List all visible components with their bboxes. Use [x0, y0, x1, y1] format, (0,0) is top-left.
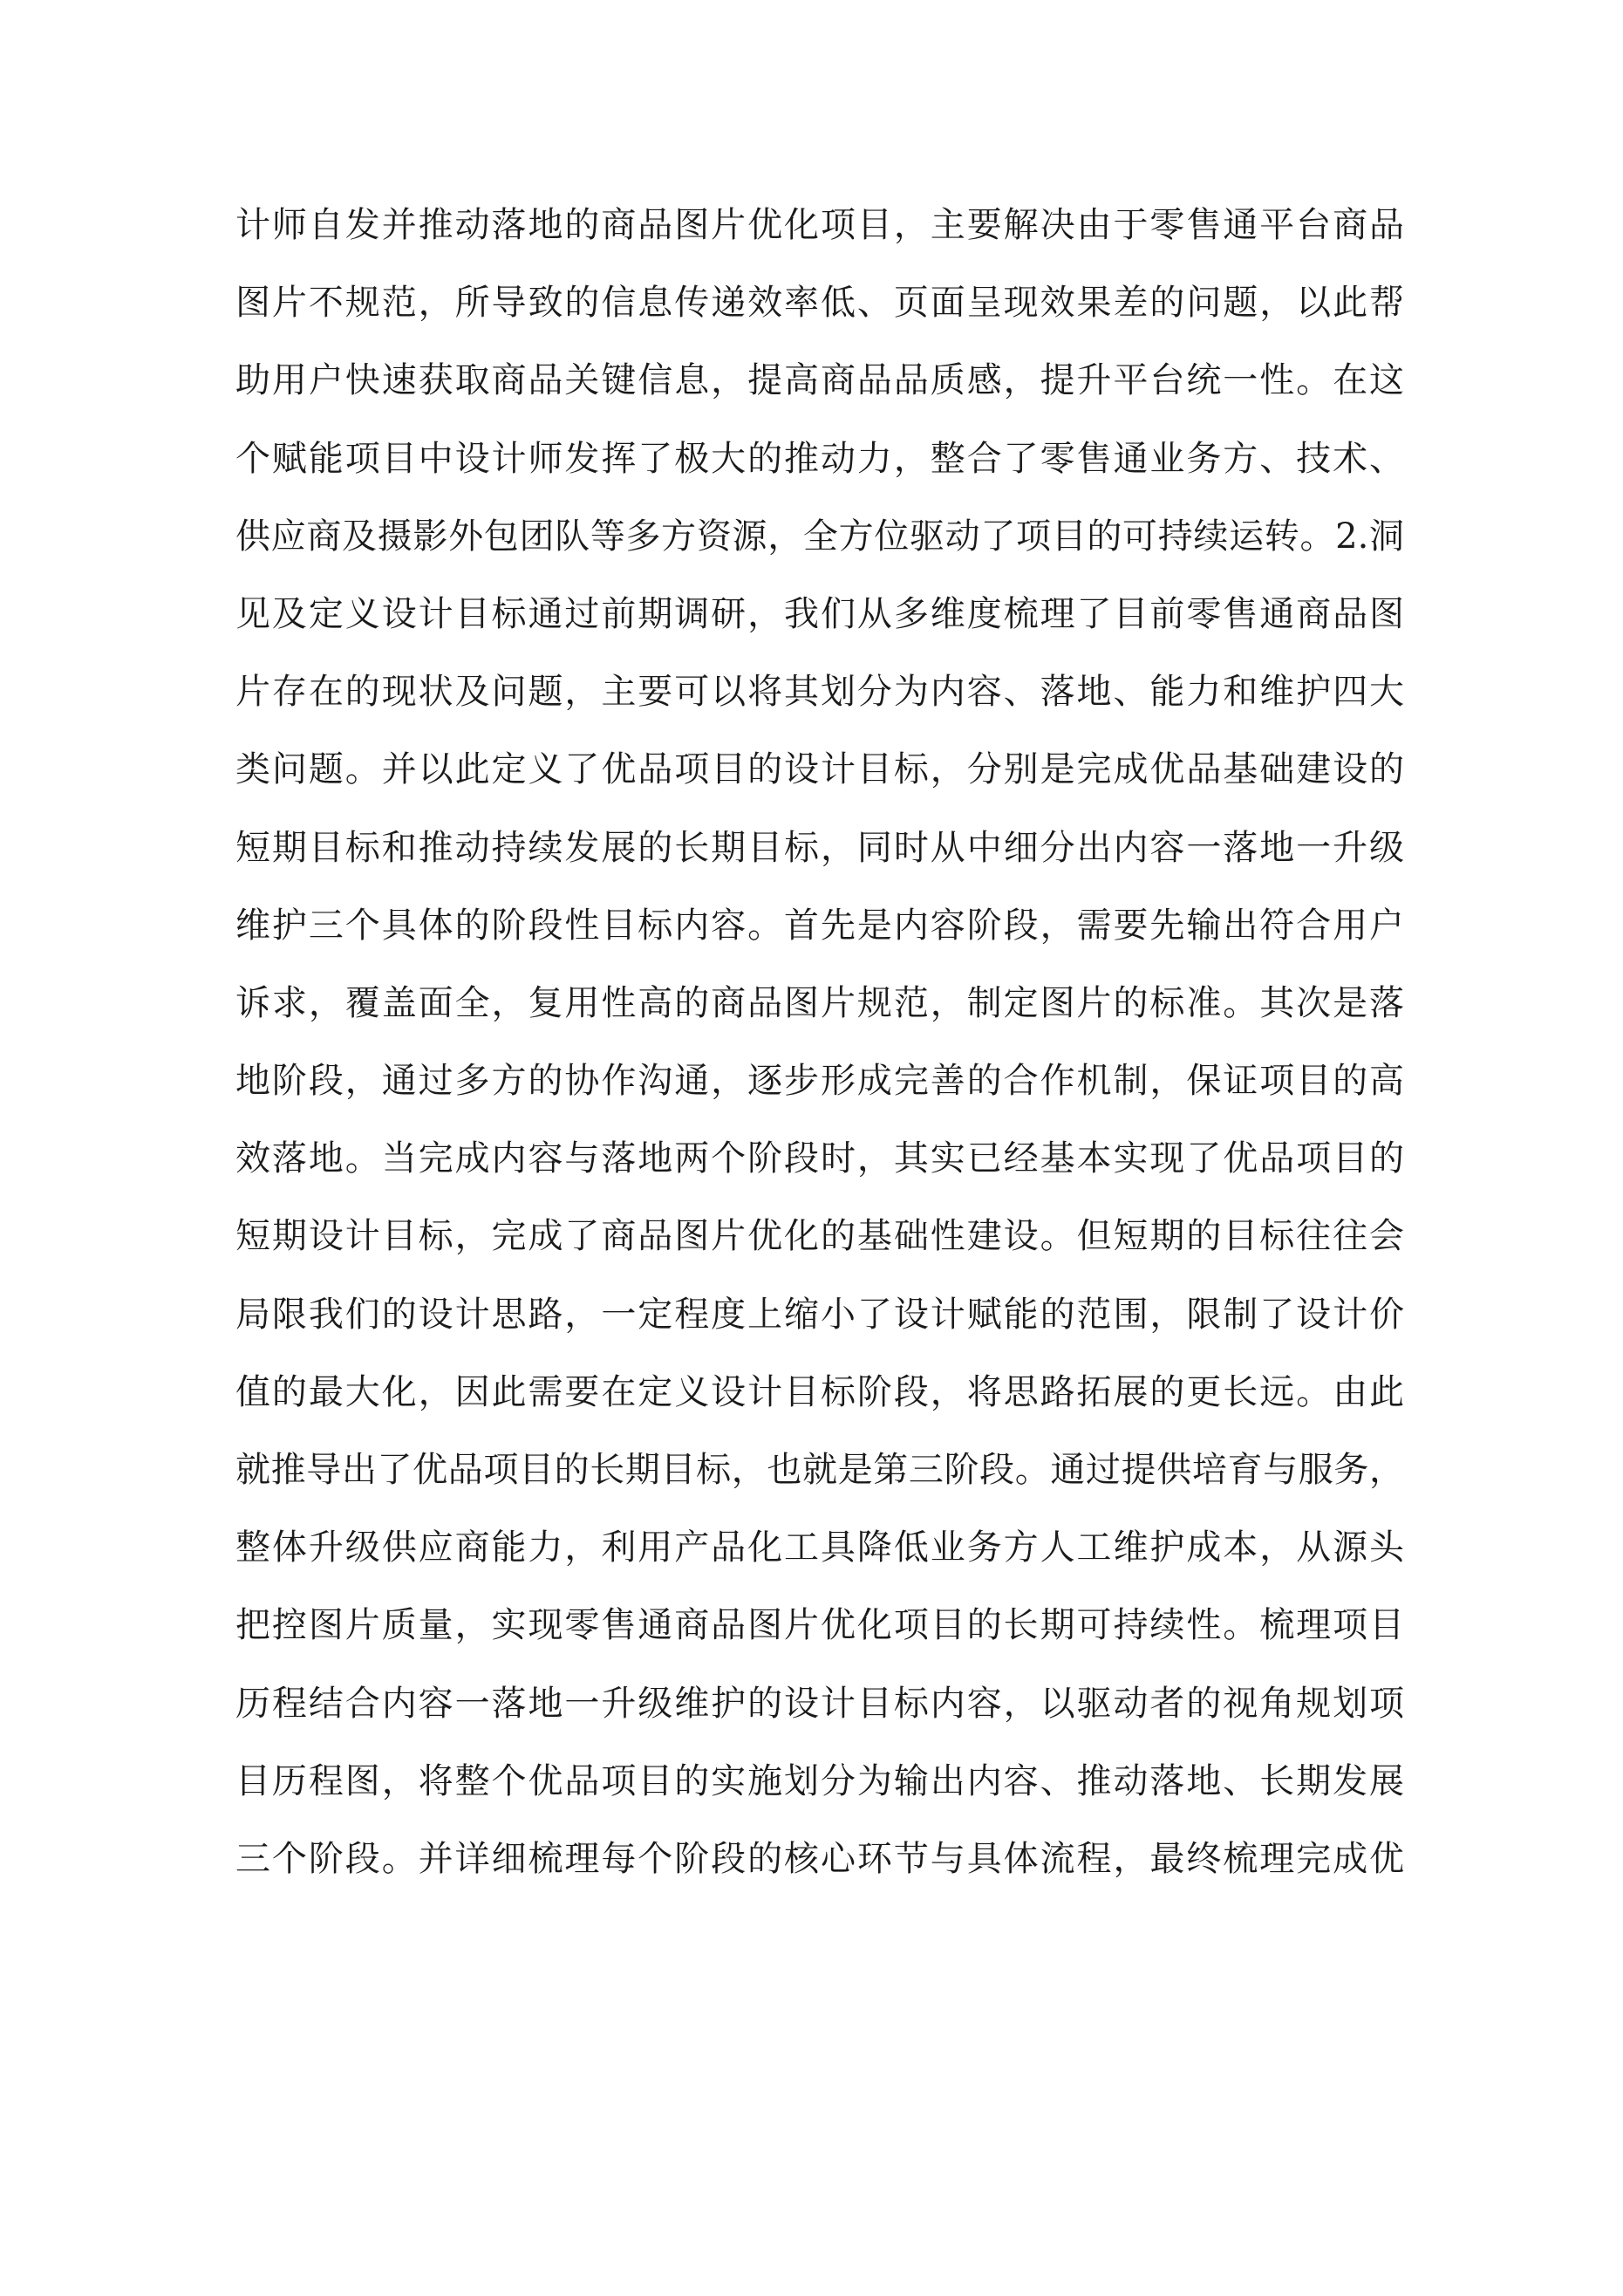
- text-line: 短期设计目标，完成了商品图片优化的基础性建设。但短期的目标往往会: [235, 1216, 1404, 1257]
- text-line: 局限我们的设计思路，一定程度上缩小了设计赋能的范围，限制了设计价: [235, 1294, 1404, 1335]
- text-line: 见及定义设计目标通过前期调研，我们从多维度梳理了目前零售通商品图: [235, 593, 1404, 634]
- text-line: 把控图片质量，实现零售通商品图片优化项目的长期可持续性。梳理项目: [235, 1605, 1404, 1646]
- text-line: 就推导出了优品项目的长期目标，也就是第三阶段。通过提供培育与服务，: [235, 1450, 1404, 1490]
- text-line: 维护三个具体的阶段性目标内容。首先是内容阶段，需要先输出符合用户: [235, 905, 1404, 946]
- text-line: 个赋能项目中设计师发挥了极大的推动力，整合了零售通业务方、技术、: [235, 438, 1404, 479]
- text-line: 目历程图，将整个优品项目的实施划分为输出内容、推动落地、长期发展: [235, 1760, 1404, 1801]
- text-line: 短期目标和推动持续发展的长期目标，同时从中细分出内容一落地一升级: [235, 827, 1404, 868]
- text-line: 整体升级供应商能力，利用产品化工具降低业务方人工维护成本，从源头: [235, 1527, 1404, 1568]
- text-line: 三个阶段。并详细梳理每个阶段的核心环节与具体流程，最终梳理完成优: [235, 1838, 1404, 1879]
- text-line: 助用户快速获取商品关键信息，提高商品品质感，提升平台统一性。在这: [235, 360, 1404, 401]
- text-line: 效落地。当完成内容与落地两个阶段时，其实已经基本实现了优品项目的: [235, 1138, 1404, 1179]
- text-line: 图片不规范，所导致的信息传递效率低、页面呈现效果差的问题，以此帮: [235, 283, 1404, 324]
- body-text: [235, 187, 1404, 1898]
- text-line: 历程结合内容一落地一升级维护的设计目标内容，以驱动者的视角规划项: [235, 1683, 1404, 1724]
- text-line: 片存在的现状及问题，主要可以将其划分为内容、落地、能力和维护四大: [235, 672, 1404, 713]
- text-line: 类问题。并以此定义了优品项目的设计目标，分别是完成优品基础建设的: [235, 749, 1404, 790]
- text-line: 诉求，覆盖面全，复用性高的商品图片规范，制定图片的标准。其次是落: [235, 982, 1404, 1023]
- text-line: 地阶段，通过多方的协作沟通，逐步形成完善的合作机制，保证项目的高: [235, 1061, 1404, 1102]
- text-line: 供应商及摄影外包团队等多方资源，全方位驱动了项目的可持续运转。2.洞: [235, 516, 1404, 557]
- text-line: 值的最大化，因此需要在定义设计目标阶段，将思路拓展的更长远。由此: [235, 1371, 1404, 1412]
- text-line: 计师自发并推动落地的商品图片优化项目，主要解决由于零售通平台商品: [235, 205, 1404, 245]
